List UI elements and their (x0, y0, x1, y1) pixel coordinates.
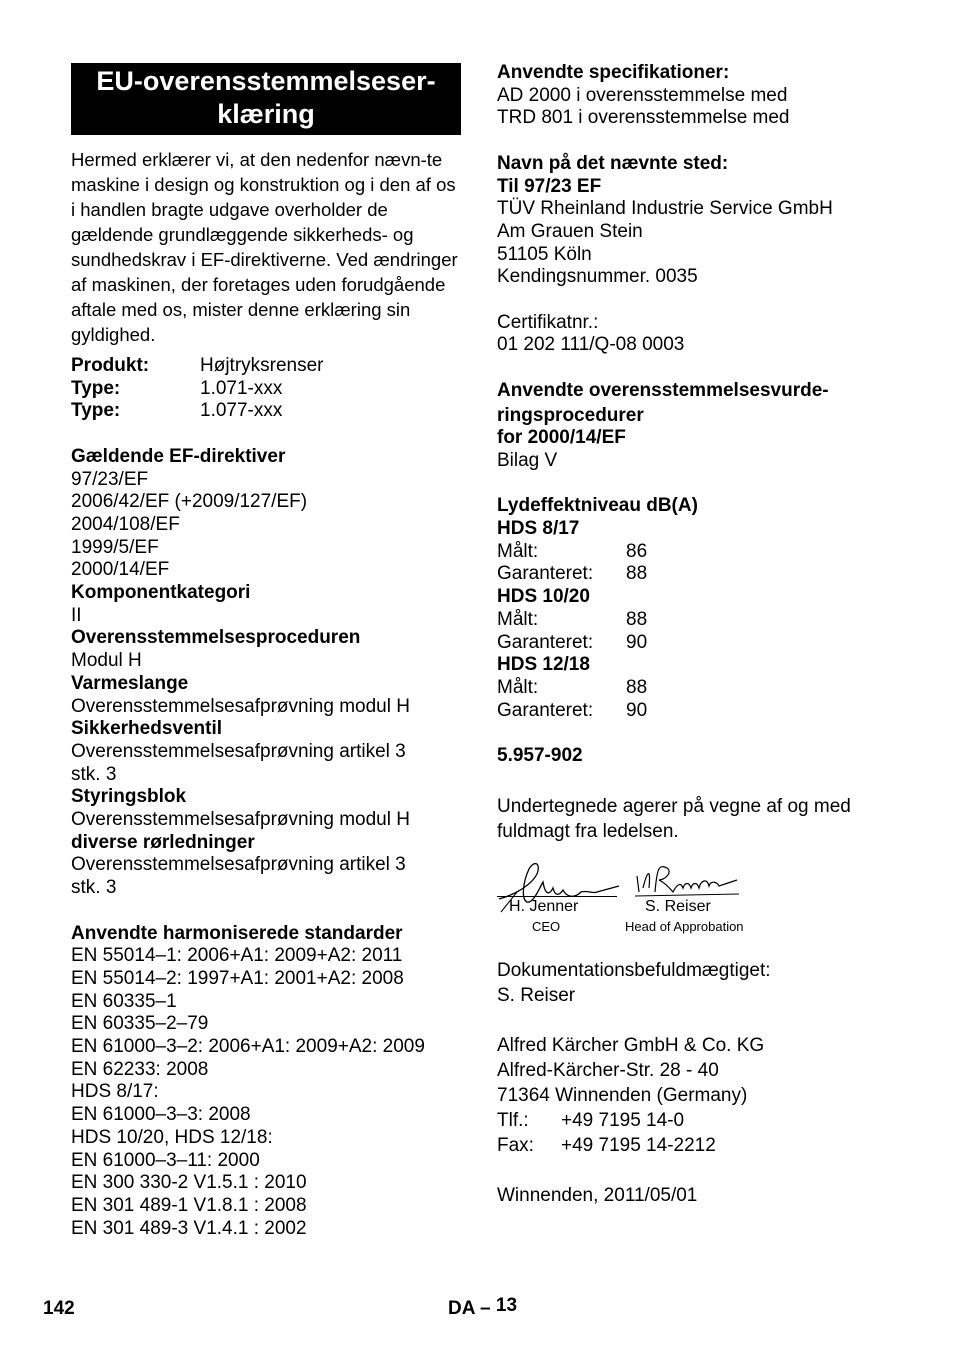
guaranteed-value: 88 (626, 563, 648, 585)
sound-heading: Lydeffektniveau dB(A) (497, 495, 698, 517)
phone-row (497, 1108, 897, 1133)
city: 71364 Winnenden (Germany) (497, 1085, 748, 1107)
standard-item: HDS 10/20, HDS 12/18: (71, 1126, 273, 1148)
standards-list (71, 945, 463, 1240)
sound-levels (497, 518, 897, 722)
measured-row (497, 541, 897, 564)
notified-line: 51105 Köln (497, 243, 592, 265)
measured-row (497, 609, 897, 632)
guaranteed-label: Garanteret: (497, 699, 594, 721)
product-value: 1.071-xxx (200, 377, 283, 399)
standard-item: EN 55014–2: 1997+A1: 2001+A2: 2008 (71, 967, 404, 989)
conformity-heading-2: ringsprocedurer (497, 404, 644, 426)
certificate-label: Certifikatnr.: (497, 311, 599, 333)
product-row (71, 355, 463, 378)
phone-value: +49 7195 14-0 (561, 1110, 685, 1132)
section-heading: Styringsblok (71, 786, 187, 808)
product-row (71, 378, 463, 401)
guaranteed-value: 90 (626, 699, 648, 721)
standard-item: HDS 8/17: (71, 1081, 159, 1103)
model-name: HDS 10/20 (497, 586, 590, 608)
standard-item: EN 61000–3–11: 2000 (71, 1149, 260, 1171)
guaranteed-label: Garanteret: (497, 631, 594, 653)
signature-area (497, 854, 897, 958)
section-line: 2000/14/EF (71, 559, 170, 581)
guaranteed-row (497, 700, 897, 723)
fax-label: Fax: (497, 1135, 534, 1157)
measured-value: 86 (626, 540, 648, 562)
measured-value: 88 (626, 608, 648, 630)
product-label: Type: (71, 400, 121, 422)
conformity-value: Bilag V (497, 449, 558, 471)
section-line: Overensstemmelsesafprøvning artikel 3 (71, 854, 406, 876)
standard-item: EN 62233: 2008 (71, 1058, 209, 1080)
section-heading: Komponentkategori (71, 582, 251, 604)
guaranteed-row (497, 632, 897, 655)
model-name: HDS 12/18 (497, 654, 590, 676)
section-heading: Overensstemmelsesproceduren (71, 627, 361, 649)
conformity-heading: Anvendte overensstemmelsesvurde- (497, 379, 829, 401)
section-line: 97/23/EF (71, 468, 149, 490)
standard-item: EN 61000–3–3: 2008 (71, 1104, 251, 1126)
right-column (497, 62, 897, 1208)
notified-heading: Navn på det nævnte sted: (497, 152, 729, 174)
signer-name-reiser: S. Reiser (645, 898, 711, 916)
measured-value: 88 (626, 676, 648, 698)
product-value: Højtryksrenser (200, 355, 324, 376)
measured-label: Målt: (497, 540, 539, 562)
product-label: Produkt: (71, 355, 150, 376)
notified-line: Am Grauen Stein (497, 220, 643, 242)
page-title (71, 63, 461, 135)
standard-item: EN 60335–1 (71, 990, 177, 1012)
directives-section (71, 446, 463, 900)
left-column (71, 63, 463, 1240)
conformity-sub: for 2000/14/EF (497, 427, 626, 449)
standard-item: EN 55014–1: 2006+A1: 2009+A2: 2011 (71, 945, 403, 967)
specs-heading: Anvendte specifikationer: (497, 62, 730, 83)
signer-role-reiser: Head of Approbation (625, 919, 744, 935)
measured-row (497, 677, 897, 700)
section-line: II (71, 604, 82, 626)
doc-auth-label: Dokumentationsbefuldmægtiget: (497, 960, 771, 982)
section-line: stk. 3 (71, 763, 117, 785)
section-line: Overensstemmelsesafprøvning modul H (71, 695, 410, 717)
place-date: Winnenden, 2011/05/01 (497, 1185, 698, 1207)
address-block (497, 1033, 897, 1158)
specs-line: AD 2000 i overensstemmelse med (497, 84, 788, 106)
model-name: HDS 8/17 (497, 518, 580, 539)
title-line-2: klæring (217, 99, 315, 129)
product-label: Type: (71, 377, 121, 399)
standard-item: EN 301 489-3 V1.4.1 : 2002 (71, 1217, 307, 1239)
standard-item: EN 300 330-2 V1.5.1 : 2010 (71, 1172, 307, 1194)
standard-item: EN 60335–2–79 (71, 1013, 209, 1035)
footer-dash: – (480, 1298, 491, 1319)
doc-auth-name: S. Reiser (497, 985, 576, 1007)
section-line: 2004/108/EF (71, 513, 180, 535)
specs-line: TRD 801 i overensstemmelse med (497, 107, 790, 129)
section-heading: Sikkerhedsventil (71, 718, 223, 740)
section-heading: Varmeslange (71, 672, 189, 694)
section-line: Modul H (71, 650, 142, 672)
signature-line (497, 896, 617, 897)
fax-row (497, 1133, 897, 1158)
page-number: 142 (43, 1298, 75, 1319)
street: Alfred-Kärcher-Str. 28 - 40 (497, 1060, 719, 1082)
section-line: 2006/42/EF (+2009/127/EF) (71, 491, 308, 513)
section-line: stk. 3 (71, 877, 117, 899)
phone-label: Tlf.: (497, 1110, 529, 1132)
notified-sub: Til 97/23 EF (497, 175, 602, 197)
undersigned-text: Undertegnede agerer på vegne af og med fuldmagt fra ledelsen. (497, 796, 851, 843)
standard-item: EN 301 489-1 V1.8.1 : 2008 (71, 1194, 307, 1216)
notified-line: TÜV Rheinland Industrie Service GmbH (497, 198, 833, 220)
section-heading: Gældende EF-direktiver (71, 445, 286, 467)
section-line: Overensstemmelsesafprøvning modul H (71, 809, 410, 831)
language-code: DA (448, 1298, 475, 1319)
signer-role-jenner: CEO (532, 919, 561, 935)
section-line: Overensstemmelsesafprøvning artikel 3 (71, 740, 406, 762)
part-number: 5.957-902 (497, 745, 583, 767)
guaranteed-value: 90 (626, 631, 648, 653)
language-page-label (448, 1295, 518, 1320)
guaranteed-label: Garanteret: (497, 563, 594, 585)
section-line: 1999/5/EF (71, 536, 159, 558)
standards-heading: Anvendte harmoniserede standarder (71, 922, 403, 944)
title-line-1: EU-overensstemmelseser- (96, 66, 436, 96)
measured-label: Målt: (497, 676, 539, 698)
product-value: 1.077-xxx (200, 400, 283, 422)
fax-value: +49 7195 14-2212 (561, 1135, 716, 1157)
section-heading: diverse rørledninger (71, 831, 255, 853)
notified-line: Kendingsnummer. 0035 (497, 266, 698, 288)
sub-page-number: 13 (495, 1295, 518, 1316)
certificate-value: 01 202 111/Q-08 0003 (497, 334, 685, 356)
intro-text: Hermed erklærer vi, at den nedenfor nævn-te maskine i design og konstruktion og i den af os i handlen bragte udgave overholder de gældende grundlæggende sikkerheds- og sundhedskrav i EF-direktiverne. Ved ændringer af maskinen, der foretages uden forudgående aftale med os, mister denne erklæring sin gyldighed. (71, 149, 458, 345)
product-row (71, 400, 463, 423)
product-list (71, 355, 463, 423)
measured-label: Målt: (497, 608, 539, 630)
standard-item: EN 61000–3–2: 2006+A1: 2009+A2: 2009 (71, 1036, 425, 1058)
company-name: Alfred Kärcher GmbH & Co. KG (497, 1035, 765, 1057)
guaranteed-row (497, 563, 897, 586)
signer-name-jenner: H. Jenner (509, 898, 579, 916)
